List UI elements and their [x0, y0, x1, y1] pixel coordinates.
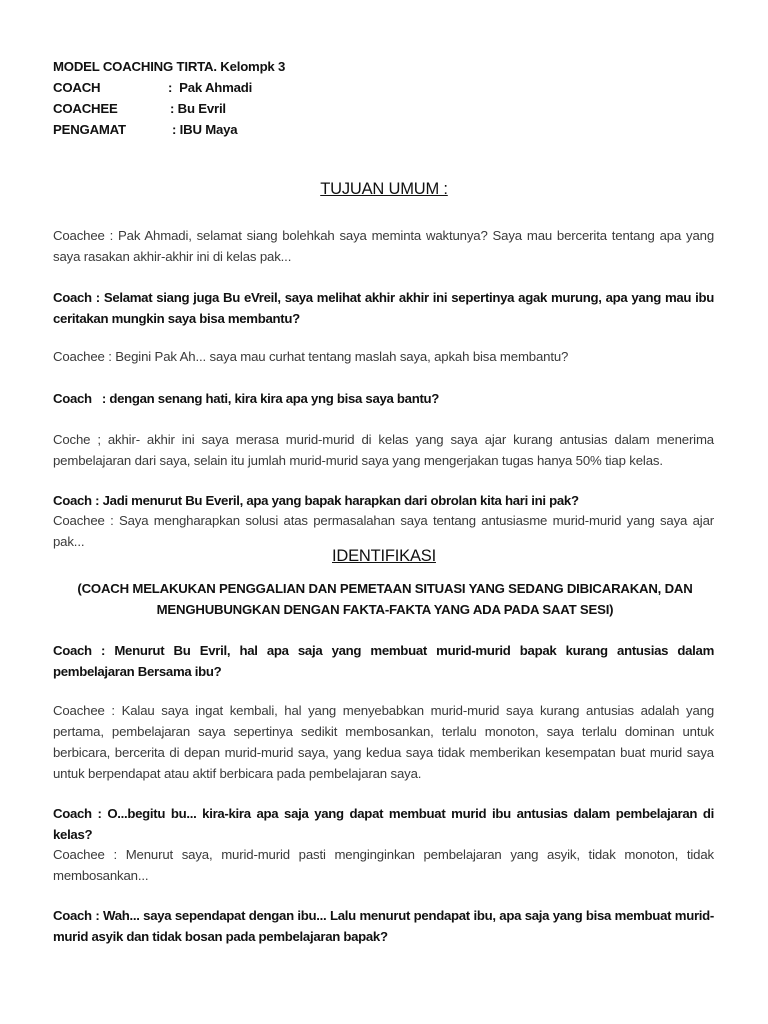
dialogue-paragraph-coach: Coach : Wah... saya sependapat dengan ibu... Lalu menurut pendapat ibu, apa saja yang bisa membuat murid-murid asyik dan tidak bosan pada pembelajaran bapak? [53, 908, 714, 944]
dialogue-paragraph-coach: Coach : Selamat siang juga Bu eVreil, saya melihat akhir akhir ini sepertinya agak murung, apa yang mau ibu ceritakan mungkin saya bisa membantu? [53, 290, 714, 326]
header-row-pengamat [53, 119, 285, 140]
dialogue-paragraph-coachee: Coachee : Pak Ahmadi, selamat siang bolehkah saya meminta waktunya? Saya mau bercerita tentang apa yang saya rasakan akhir-akhir ini di kelas pak... [53, 228, 714, 264]
header-label-pengamat: PENGAMAT [53, 122, 126, 137]
dialogue-paragraph-coach: Coach : Jadi menurut Bu Everil, apa yang bapak harapkan dari obrolan kita hari ini pak? [53, 493, 579, 508]
dialogue-paragraph-coachee: Coachee : Begini Pak Ah... saya mau curhat tentang maslah saya, apkah bisa membantu? [53, 349, 569, 364]
header-label-coach: COACH [53, 80, 101, 95]
header-label-coachee: COACHEE [53, 101, 118, 116]
dialogue-paragraph-coachee: Coachee : Kalau saya ingat kembali, hal yang menyebabkan murid-murid saya kurang antusias adalah yang pertama, pembelajaran saya sepertinya sedikit membosankan, terlalu monoton, saya terlalu dominan untuk berbicara, bercerita di depan murid-murid saya, yang kedua saya tidak memberikan kesempatan buat murid saya untuk berpendapat atau aktif berbicara pada pembelajaran saya. [53, 703, 714, 781]
document-header [53, 56, 285, 140]
header-value-coachee: : Bu Evril [170, 101, 226, 116]
document-title: MODEL COACHING TIRTA. Kelompk 3 [53, 59, 286, 74]
dialogue-paragraph-coachee: Coachee : Menurut saya, murid-murid pasti menginginkan pembelajaran yang asyik, tidak monoton, tidak membosankan... [53, 847, 714, 883]
header-row-coachee [53, 98, 285, 119]
header-value-coach: : Pak Ahmadi [168, 80, 253, 95]
dialogue-paragraph-coach: Coach : dengan senang hati, kira kira apa yng bisa saya bantu? [53, 391, 440, 406]
header-row-coach [53, 77, 285, 98]
section-heading-identifikasi: IDENTIFIKASI [332, 547, 436, 565]
dialogue-paragraph-coachee: Coche ; akhir- akhir ini saya merasa murid-murid di kelas yang saya ajar kurang antusias dalam menerima pembelajaran dari saya, selain itu jumlah murid-murid saya yang mengerjakan tugas hanya 50% tiap kelas. [53, 432, 714, 468]
dialogue-paragraph-coach: Coach : O...begitu bu... kira-kira apa saja yang dapat membuat murid ibu antusias dalam pembelajaran di kelas? [53, 806, 714, 842]
dialogue-paragraph-coachee: Coachee : Saya mengharapkan solusi atas permasalahan saya tentang antusiasme murid-murid yang saya ajar pak... [53, 513, 714, 549]
section-subheading-identifikasi: (COACH MELAKUKAN PENGGALIAN DAN PEMETAAN SITUASI YANG SEDANG DIBICARAKAN, DAN MENGHUBUNGKAN DENGAN FAKTA-FAKTA YANG ADA PADA SAAT SESI) [77, 581, 693, 617]
dialogue-paragraph-coach: Coach : Menurut Bu Evril, hal apa saja yang membuat murid-murid bapak kurang antusias dalam pembelajaran Bersama ibu? [53, 643, 714, 679]
section-heading-tujuan: TUJUAN UMUM : [320, 180, 448, 198]
header-value-pengamat: : IBU Maya [172, 122, 238, 137]
